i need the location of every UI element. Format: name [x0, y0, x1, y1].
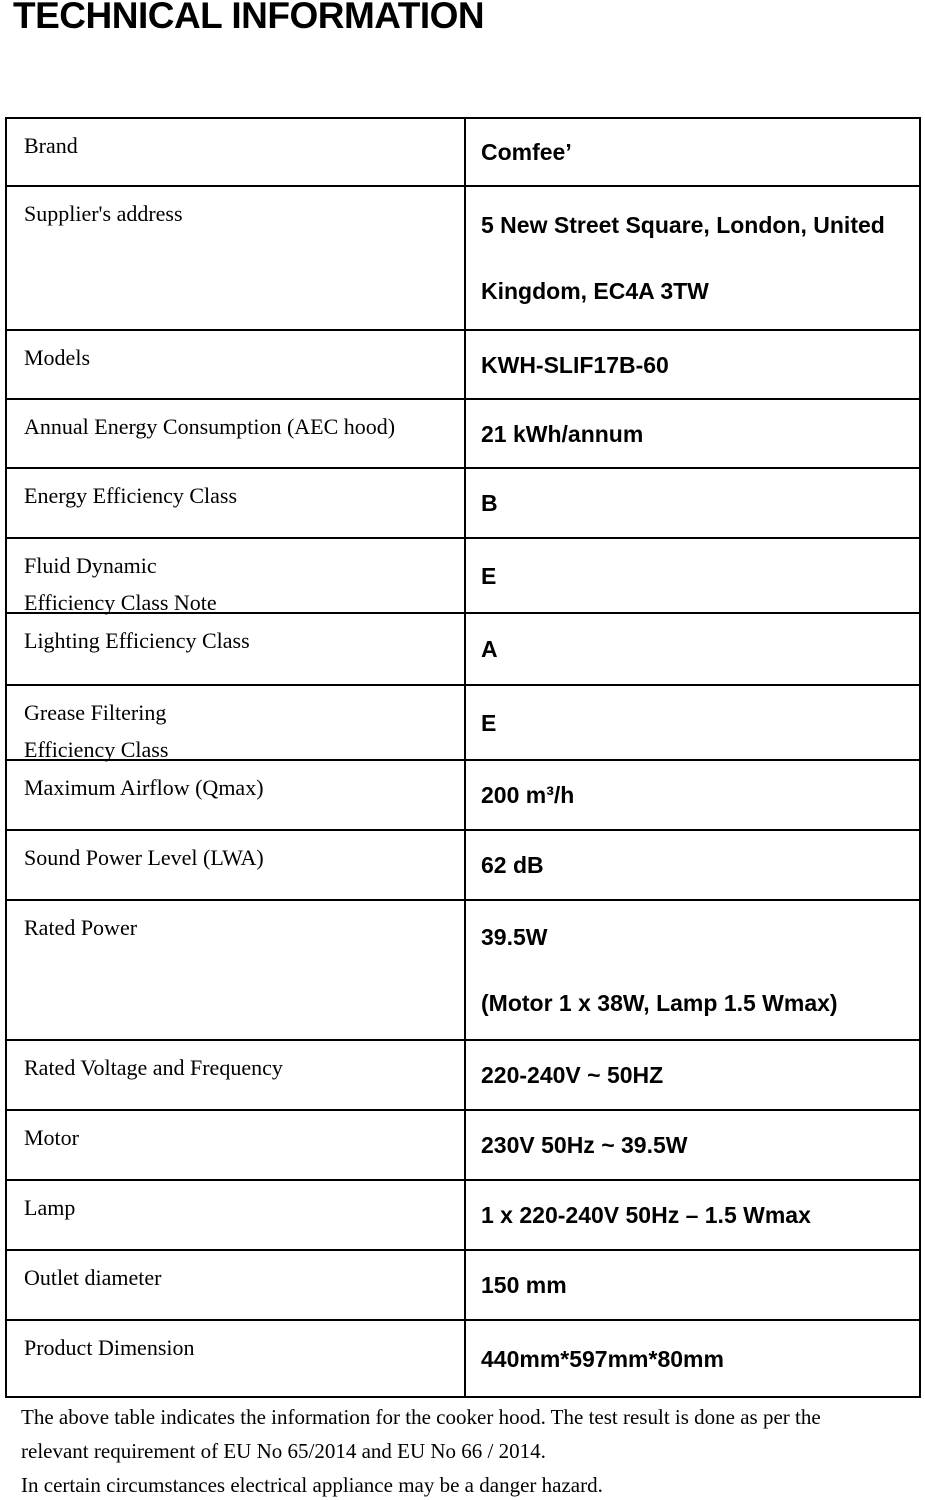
- spec-table: [5, 117, 921, 1398]
- table-row: [7, 1251, 919, 1321]
- spec-value: 230V 50Hz ~ 39.5W: [464, 1111, 919, 1179]
- spec-label: Product Dimension: [24, 1335, 195, 1360]
- table-row: [7, 901, 919, 1041]
- table-row: [7, 1321, 919, 1396]
- table-row: [7, 119, 919, 187]
- spec-label: Outlet diameter: [24, 1265, 162, 1290]
- spec-value: KWH-SLIF17B-60: [464, 331, 919, 398]
- table-row: [7, 469, 919, 539]
- table-row: [7, 1111, 919, 1181]
- spec-value: 62 dB: [464, 831, 919, 899]
- spec-label: Rated Voltage and Frequency: [24, 1055, 283, 1080]
- table-row: [7, 761, 919, 831]
- spec-label: Energy Efficiency Class: [24, 483, 238, 508]
- spec-value: 200 m³/h: [464, 761, 919, 829]
- spec-label: Brand: [24, 133, 78, 158]
- table-row: [7, 539, 919, 614]
- spec-value: E: [464, 539, 919, 612]
- spec-value: 220-240V ~ 50HZ: [464, 1041, 919, 1109]
- table-row: [7, 831, 919, 901]
- footer-note: [21, 1400, 921, 1500]
- table-row: [7, 614, 919, 686]
- table-row: [7, 1181, 919, 1251]
- table-row: [7, 400, 919, 469]
- spec-value: 39.5W (Motor 1 x 38W, Lamp 1.5 Wmax): [464, 901, 919, 1039]
- spec-label: Lighting Efficiency Class: [24, 628, 250, 653]
- table-row: [7, 686, 919, 761]
- spec-label: Annual Energy Consumption (AEC hood): [24, 414, 396, 439]
- spec-label: Fluid Dynamic Efficiency Class Note: [24, 553, 217, 615]
- spec-label: Grease Filtering Efficiency Class: [24, 700, 169, 762]
- table-row: [7, 331, 919, 400]
- spec-value: B: [464, 469, 919, 537]
- footer-line: The above table indicates the information for the cooker hood. The test result is done as per the: [21, 1405, 821, 1429]
- spec-label: Supplier's address: [24, 201, 183, 226]
- spec-value: 5 New Street Square, London, United Kingdom, EC4A 3TW: [464, 187, 919, 329]
- spec-value: 150 mm: [464, 1251, 919, 1319]
- table-row: [7, 1041, 919, 1111]
- spec-value: Comfee’: [464, 119, 919, 185]
- table-row: [7, 187, 919, 331]
- spec-label: Models: [24, 345, 90, 370]
- spec-label: Maximum Airflow (Qmax): [24, 775, 264, 800]
- spec-label: Motor: [24, 1125, 79, 1150]
- spec-label: Sound Power Level (LWA): [24, 845, 264, 870]
- spec-value: E: [464, 686, 919, 759]
- spec-label: Lamp: [24, 1195, 76, 1220]
- page-title: TECHNICAL INFORMATION: [13, 0, 485, 36]
- spec-value: 440mm*597mm*80mm: [464, 1321, 919, 1396]
- footer-line: In certain circumstances electrical appliance may be a danger hazard.: [21, 1473, 603, 1497]
- spec-value: A: [464, 614, 919, 684]
- spec-label: Rated Power: [24, 915, 138, 940]
- footer-line: relevant requirement of EU No 65/2014 and EU No 66 / 2014.: [21, 1439, 546, 1463]
- spec-value: 1 x 220-240V 50Hz – 1.5 Wmax: [464, 1181, 919, 1249]
- spec-value: 21 kWh/annum: [464, 400, 919, 467]
